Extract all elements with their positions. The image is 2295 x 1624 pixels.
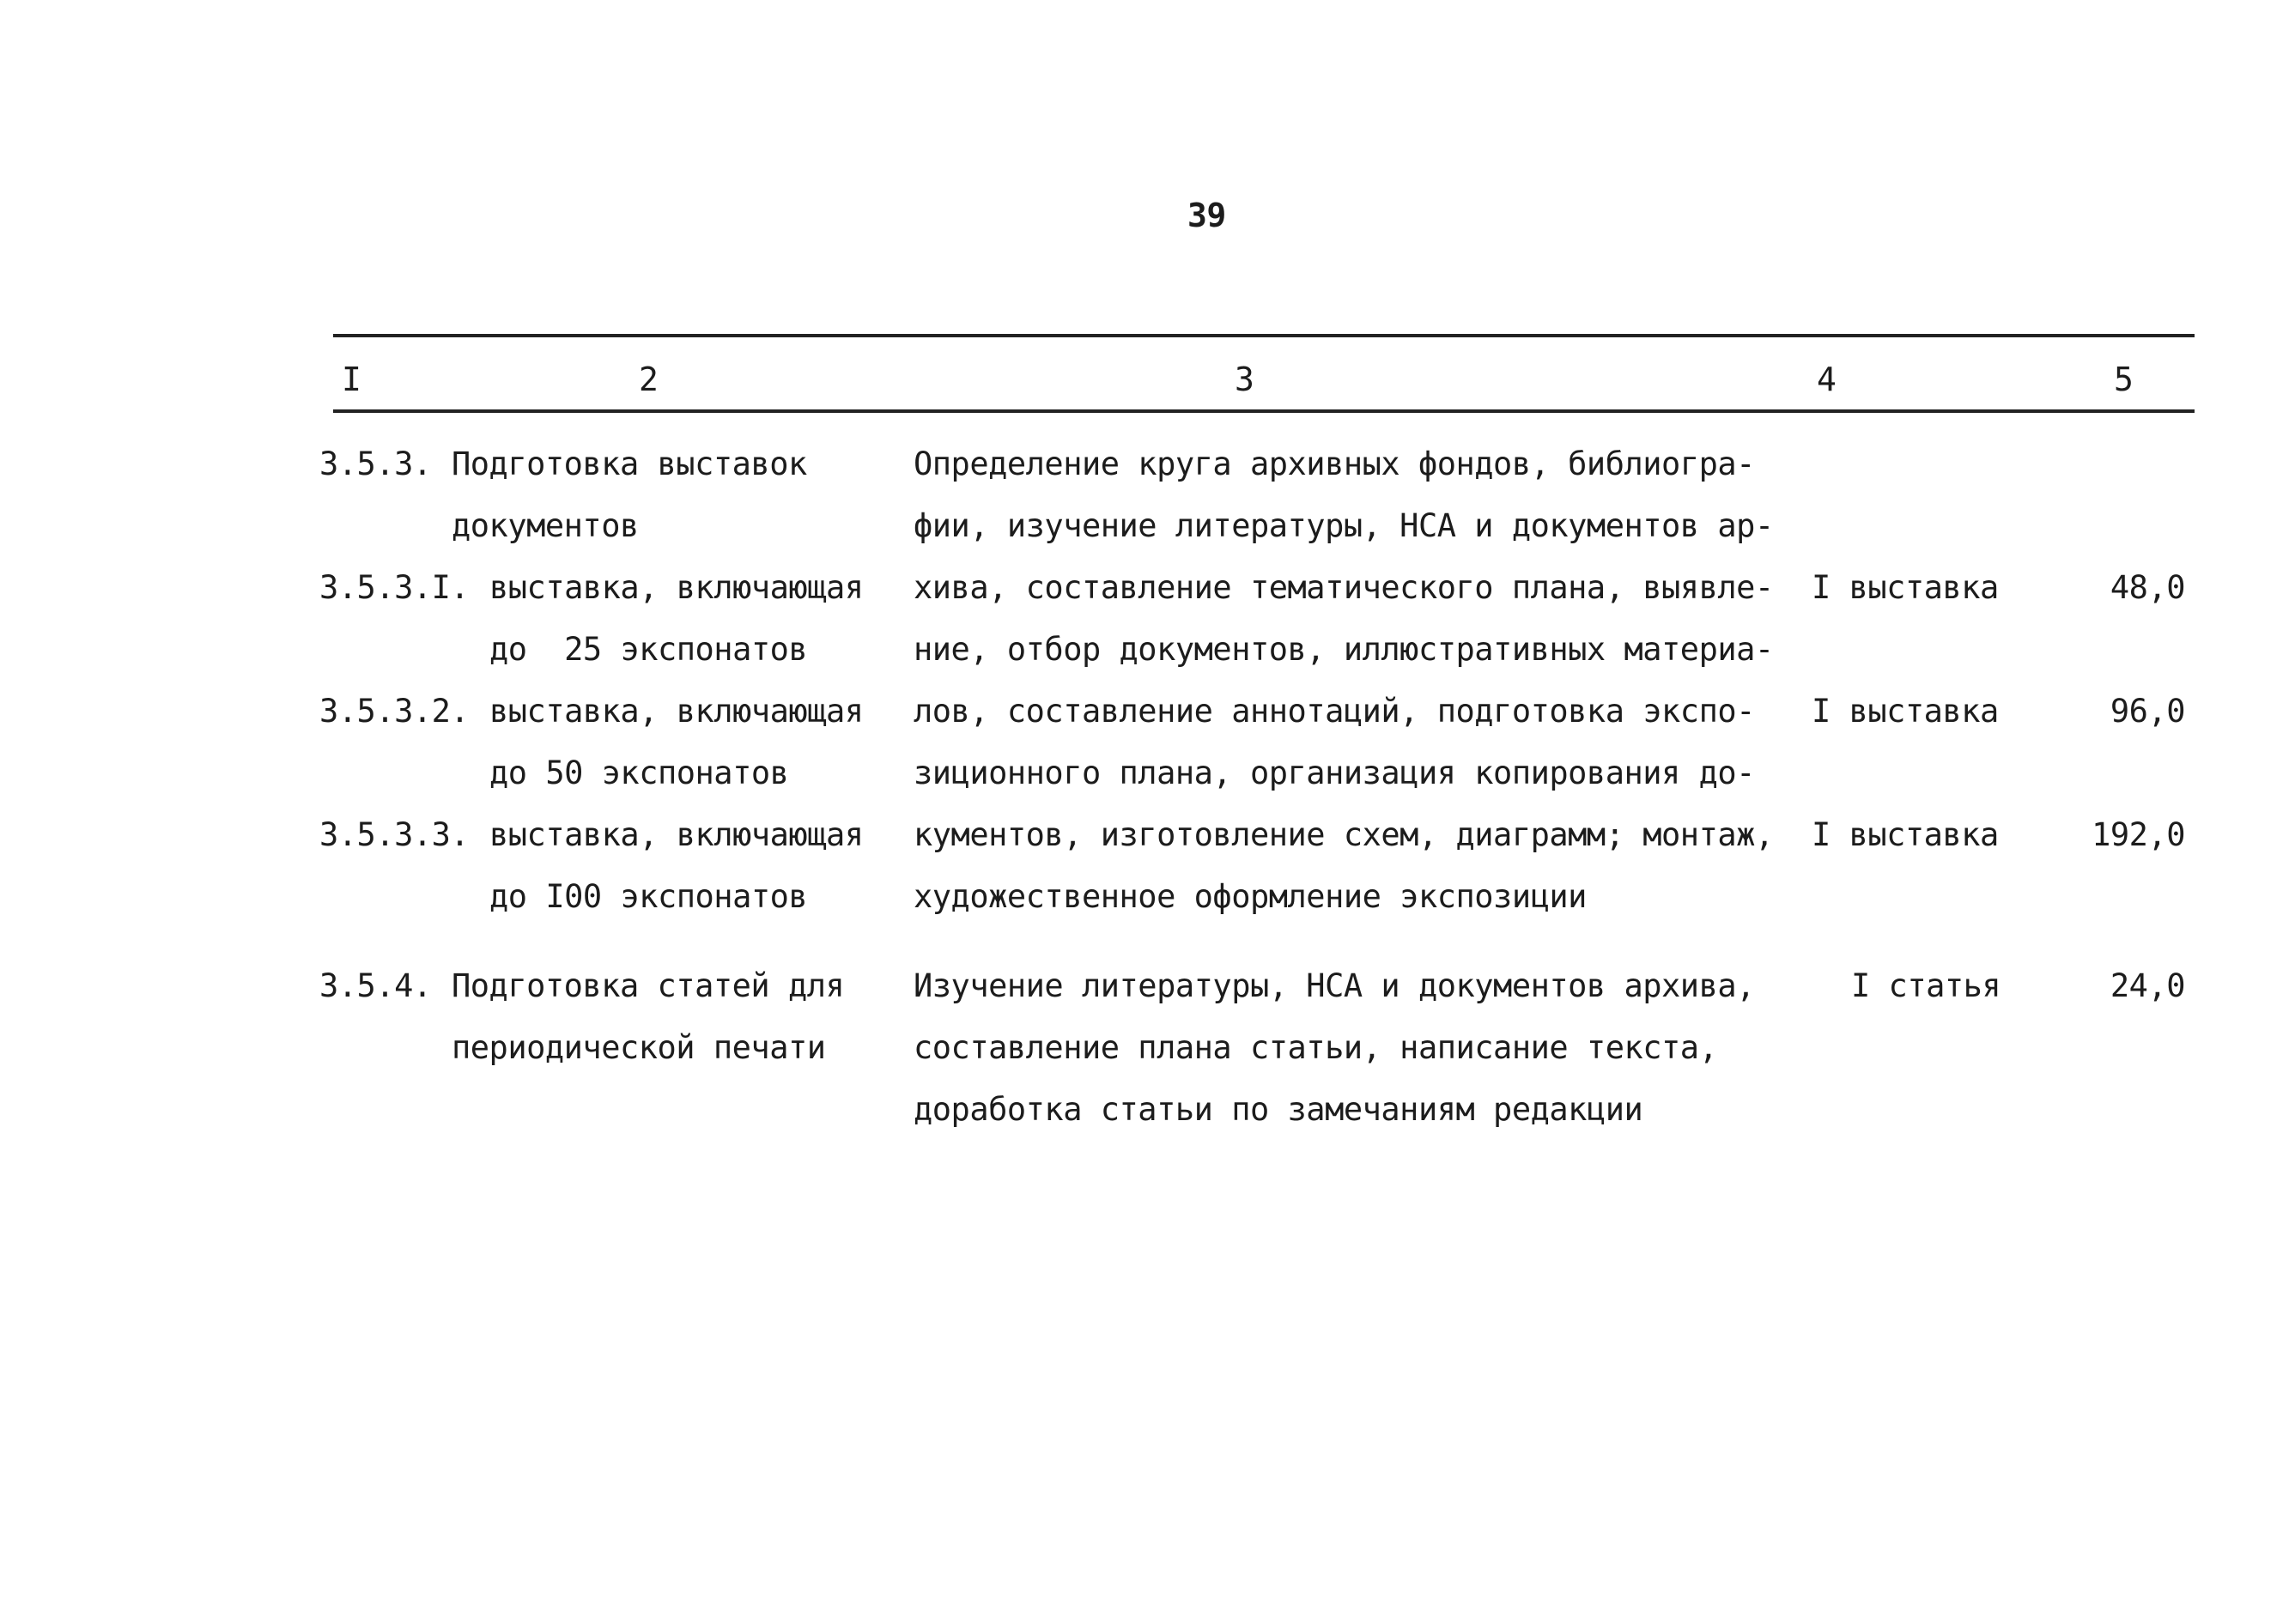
item-title: до 50 экспонатов [489,754,789,791]
item-description: зиционного плана, организация копирования до- [914,754,1755,791]
item-title: Подготовка выставок [452,445,807,482]
item-description: фии, изучение литературы, НСА и документов ар- [914,507,1774,544]
item-description: доработка статьи по замечаниям редакции [914,1091,1643,1128]
column-header-2: 2 [639,361,659,398]
item-title: до 25 экспонатов [489,631,808,668]
item-unit: I статья [1851,967,2001,1004]
item-description: ние, отбор документов, иллюстративных материа- [914,631,1774,668]
item-number: 3.5.3.3. [319,816,470,853]
item-title: периодической печати [452,1029,826,1066]
item-title: выставка, включающая [489,693,864,730]
table-header-rule [333,409,2195,413]
item-value: 192,0 [2092,816,2185,853]
table-top-rule [333,334,2195,337]
item-title: выставка, включающая [489,816,864,853]
item-unit: I выставка [1812,569,1999,606]
item-value: 24,0 [2110,967,2185,1004]
item-number: 3.5.3.I. [319,569,470,606]
column-header-3: 3 [1235,361,1254,398]
item-title: выставка, включающая [489,569,864,606]
item-description: составление плана статьи, написание текста, [914,1029,1718,1066]
item-value: 48,0 [2110,569,2185,606]
item-number: 3.5.3.2. [319,693,470,730]
item-title: документов [452,507,639,544]
item-unit: I выставка [1812,693,1999,730]
item-description: хива, составление тематического плана, выявле- [914,569,1774,606]
item-description: художественное оформление экспозиции [914,878,1587,915]
page-number: 39 [1187,197,1226,234]
item-number: 3.5.3. [319,445,432,482]
item-description: кументов, изготовление схем, диаграмм; монтаж, [914,816,1774,853]
item-number: 3.5.4. [319,967,432,1004]
item-description: Изучение литературы, НСА и документов архива, [914,967,1755,1004]
column-header-4: 4 [1817,361,1837,398]
item-description: лов, составление аннотаций, подготовка экспо- [914,693,1755,730]
column-header-1: I [342,361,361,398]
item-title: Подготовка статей для [452,967,845,1004]
item-description: Определение круга архивных фондов, библиогра- [914,445,1755,482]
column-header-5: 5 [2114,361,2134,398]
item-unit: I выставка [1812,816,1999,853]
item-value: 96,0 [2110,693,2185,730]
item-title: до I00 экспонатов [489,878,808,915]
